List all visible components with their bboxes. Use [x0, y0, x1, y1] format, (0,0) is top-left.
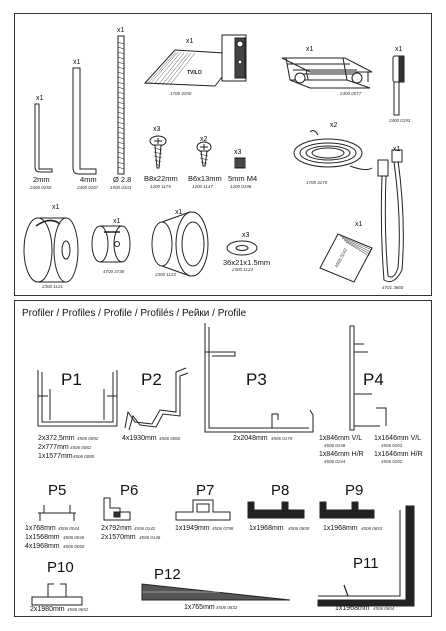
hex-key-4mm-size: 4mm: [80, 175, 97, 184]
profile-p5-drawing: [38, 505, 76, 521]
profile-p8-tag: P8: [271, 482, 290, 499]
p1-row-2-code: 4506 0082: [70, 445, 92, 450]
p10-row-1-text: 2x1980mm: [30, 606, 65, 613]
washer-drawing: [227, 241, 257, 255]
p4-right-row-1-text: 1x1646mm V/L: [374, 435, 422, 442]
p10-row-1-code: 4506 0652: [67, 607, 89, 612]
p9-row-1-text: 1x1968mm: [323, 525, 358, 532]
p5-row-1-text: 1x768mm: [25, 525, 56, 532]
p11-row-1-text: 1x1968mm: [335, 605, 370, 612]
coiled-hose-qty: x2: [330, 122, 338, 129]
profile-p2-tag: P2: [141, 370, 162, 389]
towel-rack-drawing: [282, 58, 372, 88]
wall-flange-code: 2300 1121: [42, 284, 63, 289]
p12-row-1-code: 4506 0832: [216, 605, 238, 610]
round-cover-drawing: [152, 212, 208, 276]
profile-p9-tag: P9: [345, 482, 364, 499]
profile-p12-drawing: [142, 584, 290, 600]
p1-row-1-text: 2x372,5mm: [38, 435, 75, 442]
p4-right-row-2-code: 4506 0202: [381, 459, 403, 464]
sealant-pack-drawing: [320, 234, 372, 282]
p7-row-1-text: 1x1949mm: [175, 525, 210, 532]
rod-size: Ø 2.8: [113, 175, 132, 184]
profile-p7-drawing: [176, 500, 230, 520]
screw-b8-drawing: [150, 136, 166, 168]
hex-key-4mm-qty: x1: [73, 59, 81, 66]
profile-p1-tag: P1: [61, 370, 82, 389]
p3-row-1-code: 4506 0179: [271, 436, 293, 441]
profile-p10-drawing: [32, 584, 82, 605]
screw-b8-qty: x3: [153, 126, 161, 133]
p5-row-1-code: 4506 0044: [58, 526, 80, 531]
hex-key-4mm-drawing: [73, 68, 96, 174]
p1-row-3-code: 4506 0085: [73, 454, 95, 459]
set-screw-qty: x3: [234, 149, 242, 156]
screw-b6-qty: x2: [200, 136, 208, 143]
p6-row-2-code: 4506 0148: [139, 535, 161, 540]
sealant-pack-code: 4506 0242: [333, 247, 349, 269]
profile-p8-drawing: [248, 502, 304, 518]
cap-fitting-drawing: [92, 226, 130, 262]
threaded-rod-drawing: [118, 36, 124, 174]
hand-shower-code: 2400 0193: [389, 118, 411, 123]
set-screw-code: 1200 0196: [230, 184, 252, 189]
rod-qty: x1: [117, 27, 125, 34]
hex-key-4mm-code: 2400 0257: [77, 185, 99, 190]
p2-row-1-code: 4506 0060: [159, 436, 181, 441]
p4-left-row-2-code: 4506 0244: [324, 459, 346, 464]
p5-row-2-text: 1x1568mm: [25, 534, 60, 541]
p5-row-2-code: 4506 0046: [63, 535, 85, 540]
hand-shower-qty: x1: [395, 46, 403, 53]
p6-row-1-text: 2x792mm: [101, 525, 132, 532]
p2-row-1-text: 4x1930mm: [122, 435, 157, 442]
profile-p6-tag: P6: [120, 482, 139, 499]
p1-row-3-text: 1x1577mm: [38, 453, 73, 460]
cloth-brand: TVILO: [187, 70, 202, 76]
profile-p3-tag: P3: [246, 370, 267, 389]
p11-row-1-code: 4506 0654: [373, 606, 395, 611]
long-hose-drawing: [378, 150, 403, 282]
screw-b6-drawing: [197, 142, 211, 166]
long-hose-qty: x1: [393, 146, 401, 153]
profile-p5-tag: P5: [48, 482, 67, 499]
p6-row-1-code: 4506 0142: [134, 526, 156, 531]
p4-left-row-2-text: 1x846mm H/R: [319, 451, 364, 458]
long-hose-code: 4701 3660: [382, 285, 404, 290]
set-screw-size: 5mm M4: [228, 174, 258, 183]
profile-p6-drawing: [104, 498, 130, 520]
washer-size: 36x21x1.5mm: [223, 258, 271, 267]
hex-key-2mm-drawing: [35, 104, 52, 172]
cap-fitting-qty: x1: [113, 218, 121, 225]
profile-p12-tag: P12: [154, 566, 181, 583]
cap-fitting-code: 4700 3738: [103, 269, 125, 274]
cloth-drawing: [145, 35, 246, 86]
cloth-code: 1700 4250: [170, 91, 192, 96]
p4-right-row-1-code: 4506 0203: [381, 443, 403, 448]
rod-code: 1500 0103: [110, 185, 132, 190]
p6-row-2-text: 2x1570mm: [101, 534, 136, 541]
p7-row-1-code: 4506 0798: [212, 526, 234, 531]
p5-row-3-code: 4506 0050: [63, 544, 85, 549]
p9-row-1-code: 4506 0653: [361, 526, 383, 531]
hex-key-2mm-code: 2400 0250: [30, 185, 52, 190]
p4-left-row-1-code: 4506 0248: [324, 443, 346, 448]
p3-row-1-text: 2x2048mm: [233, 435, 268, 442]
screw-b8-size: B8x22mm: [144, 174, 178, 183]
round-cover-qty: x1: [175, 209, 183, 216]
profile-p7-tag: P7: [196, 482, 215, 499]
profile-p10-tag: P10: [47, 559, 74, 576]
coiled-hose-drawing: [294, 131, 372, 170]
profile-p4-tag: P4: [363, 370, 384, 389]
p8-row-1-code: 4506 0650: [288, 526, 310, 531]
p12-row-1-text: 1x765mm: [184, 604, 215, 611]
p4-right-row-2-text: 1x1646mm H/R: [374, 451, 423, 458]
washer-qty: x3: [242, 232, 250, 239]
profile-p9-drawing: [320, 502, 374, 518]
screw-b8-code: 1200 1175: [150, 184, 171, 189]
profiles-heading: Profiler / Profiles / Profile / Profilés / Рейки / Profile: [22, 308, 247, 319]
screw-b6-code: 1200 1147: [192, 184, 213, 189]
round-cover-code: 2300 1123: [155, 272, 176, 277]
p5-row-3-text: 4x1968mm: [25, 543, 60, 550]
washer-code: 2300 1124: [232, 267, 253, 272]
p8-row-1-text: 1x1968mm: [249, 525, 284, 532]
set-screw-drawing: [235, 158, 245, 168]
p4-left-row-1-text: 1x846mm V/L: [319, 435, 363, 442]
coiled-hose-code: 1700 3270: [306, 180, 328, 185]
towel-rack-code: 2400 0077: [340, 91, 362, 96]
p1-row-1-code: 4506 0092: [77, 436, 99, 441]
towel-rack-qty: x1: [306, 46, 314, 53]
cloth-qty: x1: [186, 38, 194, 45]
hand-shower-drawing: [393, 56, 404, 115]
hex-key-2mm-size: 2mm: [33, 175, 50, 184]
sealant-pack-qty: x1: [355, 221, 363, 228]
profile-p11-tag: P11: [353, 555, 379, 572]
wall-flange-qty: x1: [52, 204, 60, 211]
wall-flange-drawing: [24, 218, 78, 282]
hex-key-2mm-qty: x1: [36, 95, 44, 102]
screw-b6-size: B6x13mm: [188, 174, 222, 183]
p1-row-2-text: 2x777mm: [38, 444, 69, 451]
